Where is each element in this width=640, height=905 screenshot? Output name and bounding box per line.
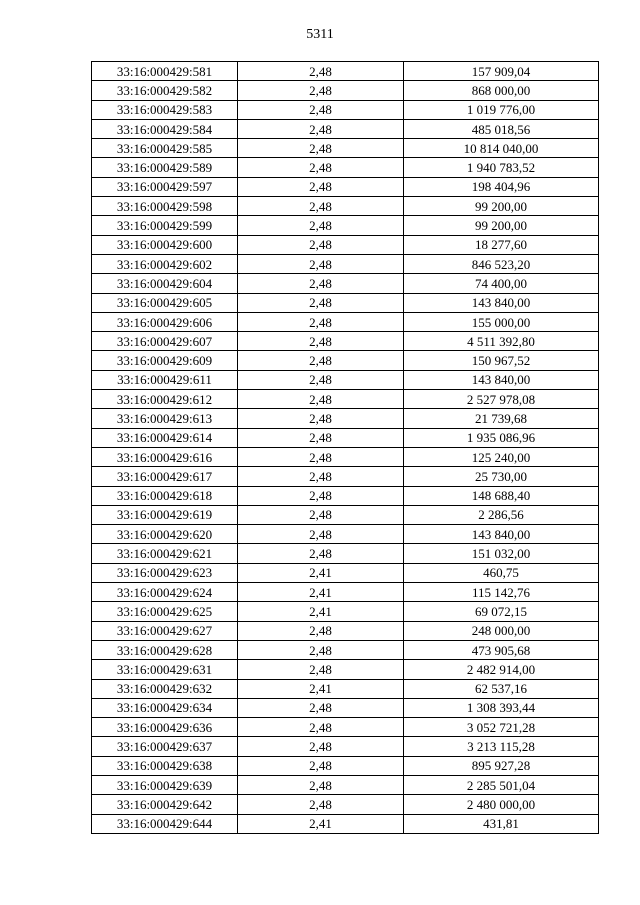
rate-cell: 2,48 (238, 119, 404, 138)
rate-cell: 2,48 (238, 177, 404, 196)
cadastral-number-cell: 33:16:000429:617 (92, 467, 238, 486)
table-row (92, 583, 599, 602)
cadastral-number-cell: 33:16:000429:644 (92, 814, 238, 833)
rate-cell: 2,48 (238, 274, 404, 293)
cadastral-number-cell: 33:16:000429:616 (92, 447, 238, 466)
cadastral-number-cell: 33:16:000429:631 (92, 660, 238, 679)
rate-cell: 2,48 (238, 312, 404, 331)
cadastral-number-cell: 33:16:000429:639 (92, 775, 238, 794)
rate-cell: 2,48 (238, 370, 404, 389)
rate-cell: 2,48 (238, 409, 404, 428)
table-row (92, 332, 599, 351)
value-cell: 143 840,00 (404, 293, 599, 312)
rate-cell: 2,41 (238, 679, 404, 698)
table-row (92, 62, 599, 81)
rate-cell: 2,48 (238, 621, 404, 640)
table-row (92, 640, 599, 659)
table-row (92, 100, 599, 119)
table-row (92, 775, 599, 794)
cadastral-number-cell: 33:16:000429:606 (92, 312, 238, 331)
table-row (92, 197, 599, 216)
rate-cell: 2,48 (238, 428, 404, 447)
rate-cell: 2,48 (238, 332, 404, 351)
table-row (92, 81, 599, 100)
value-cell: 148 688,40 (404, 486, 599, 505)
cadastral-number-cell: 33:16:000429:628 (92, 640, 238, 659)
value-cell: 1 940 783,52 (404, 158, 599, 177)
table-body (92, 62, 599, 834)
rate-cell: 2,48 (238, 660, 404, 679)
value-cell: 2 527 978,08 (404, 390, 599, 409)
table-row (92, 370, 599, 389)
table-row (92, 158, 599, 177)
cadastral-number-cell: 33:16:000429:600 (92, 235, 238, 254)
value-cell: 1 019 776,00 (404, 100, 599, 119)
cadastral-number-cell: 33:16:000429:602 (92, 254, 238, 273)
value-cell: 3 052 721,28 (404, 718, 599, 737)
table-row (92, 447, 599, 466)
table-row (92, 718, 599, 737)
value-cell: 895 927,28 (404, 756, 599, 775)
cadastral-number-cell: 33:16:000429:638 (92, 756, 238, 775)
value-cell: 846 523,20 (404, 254, 599, 273)
table-row (92, 621, 599, 640)
cadastral-number-cell: 33:16:000429:604 (92, 274, 238, 293)
cadastral-number-cell: 33:16:000429:611 (92, 370, 238, 389)
table-row (92, 235, 599, 254)
table-row (92, 679, 599, 698)
table-row (92, 737, 599, 756)
table-row (92, 216, 599, 235)
table-row (92, 139, 599, 158)
rate-cell: 2,48 (238, 795, 404, 814)
cadastral-number-cell: 33:16:000429:614 (92, 428, 238, 447)
value-cell: 248 000,00 (404, 621, 599, 640)
table-row (92, 312, 599, 331)
value-cell: 62 537,16 (404, 679, 599, 698)
value-cell: 868 000,00 (404, 81, 599, 100)
table-row (92, 486, 599, 505)
table-row (92, 563, 599, 582)
rate-cell: 2,48 (238, 390, 404, 409)
cadastral-number-cell: 33:16:000429:625 (92, 602, 238, 621)
cadastral-number-cell: 33:16:000429:613 (92, 409, 238, 428)
cadastral-number-cell: 33:16:000429:632 (92, 679, 238, 698)
cadastral-number-cell: 33:16:000429:619 (92, 505, 238, 524)
cadastral-number-cell: 33:16:000429:581 (92, 62, 238, 81)
rate-cell: 2,48 (238, 216, 404, 235)
table-row (92, 467, 599, 486)
cadastral-number-cell: 33:16:000429:624 (92, 583, 238, 602)
value-cell: 10 814 040,00 (404, 139, 599, 158)
cadastral-number-cell: 33:16:000429:605 (92, 293, 238, 312)
rate-cell: 2,48 (238, 235, 404, 254)
cadastral-number-cell: 33:16:000429:627 (92, 621, 238, 640)
rate-cell: 2,41 (238, 814, 404, 833)
value-cell: 21 739,68 (404, 409, 599, 428)
value-cell: 125 240,00 (404, 447, 599, 466)
cadastral-number-cell: 33:16:000429:609 (92, 351, 238, 370)
cadastral-number-cell: 33:16:000429:607 (92, 332, 238, 351)
cadastral-number-cell: 33:16:000429:618 (92, 486, 238, 505)
cadastral-number-cell: 33:16:000429:585 (92, 139, 238, 158)
cadastral-number-cell: 33:16:000429:642 (92, 795, 238, 814)
table-row (92, 525, 599, 544)
value-cell: 99 200,00 (404, 197, 599, 216)
value-cell: 155 000,00 (404, 312, 599, 331)
table-row (92, 660, 599, 679)
rate-cell: 2,48 (238, 100, 404, 119)
cadastral-number-cell: 33:16:000429:636 (92, 718, 238, 737)
rate-cell: 2,41 (238, 602, 404, 621)
value-cell: 460,75 (404, 563, 599, 582)
rate-cell: 2,48 (238, 293, 404, 312)
value-cell: 2 480 000,00 (404, 795, 599, 814)
rate-cell: 2,48 (238, 351, 404, 370)
rate-cell: 2,48 (238, 486, 404, 505)
table-row (92, 119, 599, 138)
rate-cell: 2,48 (238, 197, 404, 216)
cadastral-number-cell: 33:16:000429:599 (92, 216, 238, 235)
table-row (92, 602, 599, 621)
cadastral-number-cell: 33:16:000429:582 (92, 81, 238, 100)
value-cell: 4 511 392,80 (404, 332, 599, 351)
table-row (92, 698, 599, 717)
value-cell: 2 285 501,04 (404, 775, 599, 794)
cadastral-number-cell: 33:16:000429:589 (92, 158, 238, 177)
value-cell: 143 840,00 (404, 370, 599, 389)
rate-cell: 2,48 (238, 544, 404, 563)
rate-cell: 2,48 (238, 447, 404, 466)
cadastral-number-cell: 33:16:000429:620 (92, 525, 238, 544)
value-cell: 1 308 393,44 (404, 698, 599, 717)
cadastral-number-cell: 33:16:000429:598 (92, 197, 238, 216)
value-cell: 3 213 115,28 (404, 737, 599, 756)
table-row (92, 409, 599, 428)
cadastral-number-cell: 33:16:000429:597 (92, 177, 238, 196)
table-row (92, 390, 599, 409)
cadastral-number-cell: 33:16:000429:612 (92, 390, 238, 409)
rate-cell: 2,48 (238, 756, 404, 775)
value-cell: 157 909,04 (404, 62, 599, 81)
table-row (92, 814, 599, 833)
table-row (92, 293, 599, 312)
value-cell: 25 730,00 (404, 467, 599, 486)
table-row (92, 795, 599, 814)
value-cell: 2 286,56 (404, 505, 599, 524)
value-cell: 473 905,68 (404, 640, 599, 659)
value-cell: 1 935 086,96 (404, 428, 599, 447)
cadastral-number-cell: 33:16:000429:621 (92, 544, 238, 563)
rate-cell: 2,48 (238, 718, 404, 737)
rate-cell: 2,48 (238, 62, 404, 81)
cadastral-number-cell: 33:16:000429:634 (92, 698, 238, 717)
cadastral-value-table (91, 61, 599, 834)
table-row (92, 351, 599, 370)
rate-cell: 2,41 (238, 563, 404, 582)
value-cell: 143 840,00 (404, 525, 599, 544)
rate-cell: 2,48 (238, 467, 404, 486)
cadastral-number-cell: 33:16:000429:637 (92, 737, 238, 756)
table-row (92, 254, 599, 273)
rate-cell: 2,41 (238, 583, 404, 602)
value-cell: 485 018,56 (404, 119, 599, 138)
value-cell: 2 482 914,00 (404, 660, 599, 679)
value-cell: 198 404,96 (404, 177, 599, 196)
value-cell: 74 400,00 (404, 274, 599, 293)
rate-cell: 2,48 (238, 737, 404, 756)
rate-cell: 2,48 (238, 525, 404, 544)
value-cell: 115 142,76 (404, 583, 599, 602)
table-row (92, 177, 599, 196)
table-row (92, 428, 599, 447)
rate-cell: 2,48 (238, 81, 404, 100)
cadastral-number-cell: 33:16:000429:584 (92, 119, 238, 138)
cadastral-number-cell: 33:16:000429:623 (92, 563, 238, 582)
rate-cell: 2,48 (238, 254, 404, 273)
rate-cell: 2,48 (238, 158, 404, 177)
table-row (92, 274, 599, 293)
rate-cell: 2,48 (238, 139, 404, 158)
rate-cell: 2,48 (238, 505, 404, 524)
value-cell: 150 967,52 (404, 351, 599, 370)
rate-cell: 2,48 (238, 775, 404, 794)
rate-cell: 2,48 (238, 698, 404, 717)
value-cell: 151 032,00 (404, 544, 599, 563)
table-row (92, 544, 599, 563)
value-cell: 99 200,00 (404, 216, 599, 235)
table-row (92, 505, 599, 524)
cadastral-number-cell: 33:16:000429:583 (92, 100, 238, 119)
table-row (92, 756, 599, 775)
value-cell: 18 277,60 (404, 235, 599, 254)
value-cell: 431,81 (404, 814, 599, 833)
rate-cell: 2,48 (238, 640, 404, 659)
page-number: 5311 (306, 27, 334, 42)
value-cell: 69 072,15 (404, 602, 599, 621)
